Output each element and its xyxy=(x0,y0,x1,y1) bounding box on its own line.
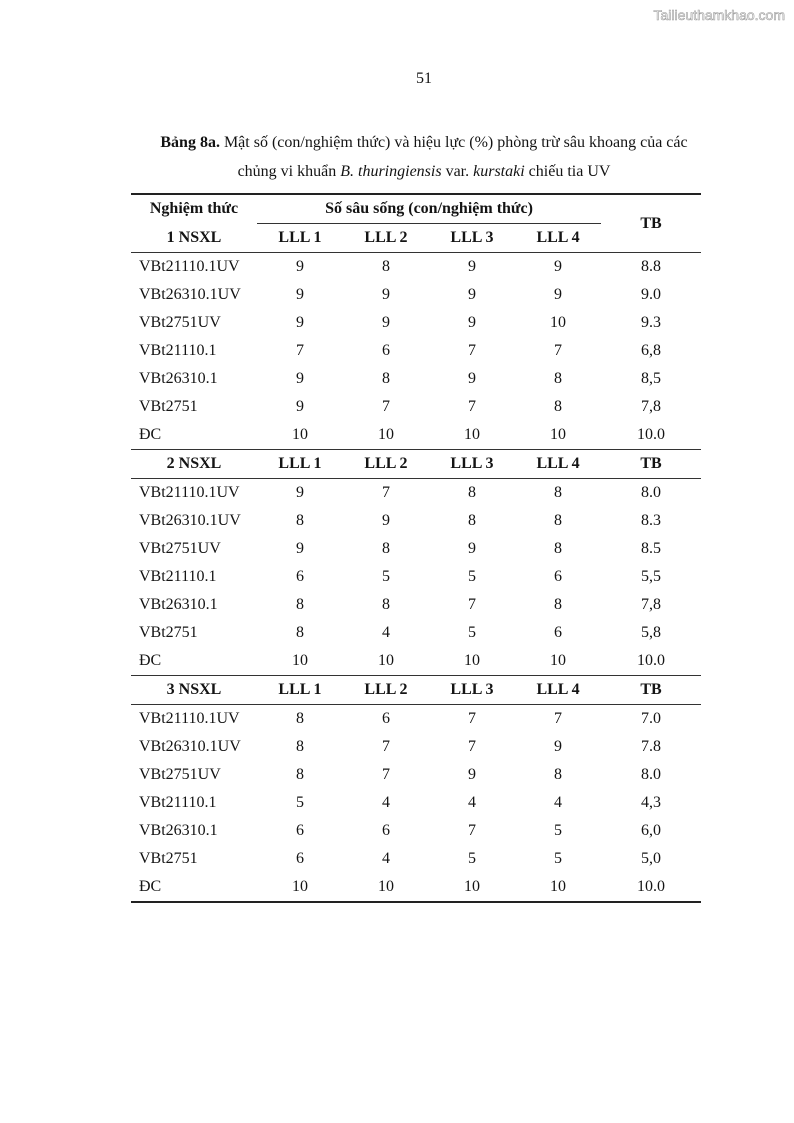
live-count: 8 xyxy=(554,512,563,529)
page-number: 51 xyxy=(416,70,432,87)
live-count: 10 xyxy=(378,878,394,895)
treatment-name: VBt26310.1 xyxy=(139,822,218,839)
table-row xyxy=(131,337,701,365)
live-count: 8 xyxy=(296,624,304,641)
live-count: 8 xyxy=(554,484,563,501)
average-value: 8.3 xyxy=(641,512,662,529)
live-count: 10 xyxy=(378,426,394,443)
live-count: 9 xyxy=(468,370,476,387)
live-count: 6 xyxy=(296,568,304,585)
table-row xyxy=(131,591,701,619)
treatment-name: VBt26310.1UV xyxy=(139,738,241,755)
treatment-name: VBt2751UV xyxy=(139,766,221,783)
live-count: 8 xyxy=(382,370,390,387)
treatment-name: ĐC xyxy=(139,426,162,443)
average-value: 9.3 xyxy=(641,314,662,331)
table-row xyxy=(131,761,701,789)
live-count: 6 xyxy=(382,710,390,727)
average-value: 8,5 xyxy=(641,370,662,387)
live-count: 10 xyxy=(550,878,567,895)
live-count: 10 xyxy=(550,314,567,331)
replicate-header: LLL 4 xyxy=(515,450,601,479)
survivors-group-header: Số sâu sống (con/nghiệm thức) xyxy=(257,194,601,224)
live-count: 9 xyxy=(382,286,390,303)
live-count: 5 xyxy=(468,568,476,585)
live-count: 10 xyxy=(550,426,567,443)
live-count: 9 xyxy=(296,370,304,387)
table-label: Bảng 8a. xyxy=(160,134,220,151)
average-value: 7.8 xyxy=(641,738,662,755)
live-count: 9 xyxy=(468,540,476,557)
caption-text: Mật số (con/nghiệm thức) và hiệu lực (%) phòng trừ sâu khoang của các xyxy=(223,134,688,151)
average-value: 8.0 xyxy=(641,484,662,501)
header-row xyxy=(131,194,701,224)
live-count: 8 xyxy=(468,484,476,501)
live-count: 9 xyxy=(468,286,476,303)
live-count: 9 xyxy=(382,512,390,529)
live-count: 8 xyxy=(382,258,390,275)
average-value: 5,0 xyxy=(641,850,662,867)
live-count: 7 xyxy=(296,342,304,359)
live-count: 6 xyxy=(554,568,563,585)
treatment-name: VBt21110.1UV xyxy=(139,710,240,727)
live-count: 9 xyxy=(554,258,563,275)
live-count: 6 xyxy=(382,342,390,359)
treatment-name: VBt21110.1UV xyxy=(139,258,240,275)
live-count: 4 xyxy=(554,794,563,811)
live-count: 7 xyxy=(382,398,390,415)
live-count: 6 xyxy=(296,822,304,839)
live-count: 9 xyxy=(296,314,304,331)
treatment-name: ĐC xyxy=(139,652,162,669)
live-count: 8 xyxy=(554,540,563,557)
replicate-header: LLL 2 xyxy=(343,676,429,705)
live-count: 9 xyxy=(554,738,563,755)
replicate-header: LLL 4 xyxy=(515,676,601,705)
live-count: 10 xyxy=(378,652,394,669)
table-row xyxy=(131,393,701,421)
table-row xyxy=(131,421,701,450)
table-row xyxy=(131,507,701,535)
live-count: 5 xyxy=(296,794,304,811)
live-count: 9 xyxy=(296,540,304,557)
group-header-row xyxy=(131,676,701,705)
live-count: 5 xyxy=(468,624,476,641)
replicate-header: LLL 4 xyxy=(515,224,601,253)
live-count: 9 xyxy=(296,484,304,501)
treatment-name: VBt2751 xyxy=(139,624,198,641)
table-header xyxy=(131,194,701,253)
group-label: 3 NSXL xyxy=(131,676,257,705)
live-count: 7 xyxy=(554,342,563,359)
live-count: 8 xyxy=(296,766,304,783)
table-row xyxy=(131,619,701,647)
live-count: 9 xyxy=(468,258,476,275)
table-row xyxy=(131,253,701,282)
live-count: 4 xyxy=(382,794,390,811)
live-count: 8 xyxy=(554,398,563,415)
average-value: 7.0 xyxy=(641,710,662,727)
live-count: 8 xyxy=(296,710,304,727)
live-count: 10 xyxy=(292,878,308,895)
live-count: 5 xyxy=(382,568,390,585)
live-count: 8 xyxy=(296,596,304,613)
table-row xyxy=(131,873,701,902)
group-label: 1 NSXL xyxy=(131,224,257,253)
live-count: 7 xyxy=(382,766,390,783)
replicate-header: LLL 1 xyxy=(257,224,343,253)
average-value: 9.0 xyxy=(641,286,662,303)
live-count: 4 xyxy=(468,794,476,811)
live-count: 8 xyxy=(554,596,563,613)
replicate-header: LLL 1 xyxy=(257,676,343,705)
replicate-header: LLL 3 xyxy=(429,676,515,705)
live-count: 7 xyxy=(468,596,476,613)
table-row xyxy=(131,789,701,817)
average-value: 6,0 xyxy=(641,822,662,839)
treatment-name: VBt2751 xyxy=(139,850,198,867)
treatment-name: VBt26310.1UV xyxy=(139,512,241,529)
replicate-header: LLL 3 xyxy=(429,450,515,479)
average-value: 8.0 xyxy=(641,766,662,783)
treatment-name: VBt26310.1UV xyxy=(139,286,241,303)
average-header: TB xyxy=(601,450,701,479)
live-count: 5 xyxy=(554,850,563,867)
average-value: 10.0 xyxy=(637,652,666,669)
results-table xyxy=(131,193,701,903)
table-row xyxy=(131,535,701,563)
live-count: 9 xyxy=(468,766,476,783)
species-name: B. thuringiensis xyxy=(340,163,442,180)
replicate-header: LLL 1 xyxy=(257,450,343,479)
average-column-header: TB xyxy=(601,194,701,253)
treatment-name: ĐC xyxy=(139,878,162,895)
table-row xyxy=(131,647,701,676)
group-header-row xyxy=(131,450,701,479)
live-count: 5 xyxy=(554,822,563,839)
live-count: 7 xyxy=(468,822,476,839)
live-count: 7 xyxy=(468,342,476,359)
live-count: 6 xyxy=(296,850,304,867)
variety-name: kurstaki xyxy=(473,163,525,180)
live-count: 9 xyxy=(296,258,304,275)
live-count: 6 xyxy=(554,624,563,641)
table-row xyxy=(131,563,701,591)
live-count: 9 xyxy=(468,314,476,331)
table-body xyxy=(131,253,701,903)
replicate-header: LLL 2 xyxy=(343,224,429,253)
average-value: 8.5 xyxy=(641,540,662,557)
average-value: 7,8 xyxy=(641,398,662,415)
live-count: 5 xyxy=(468,850,476,867)
live-count: 10 xyxy=(464,426,480,443)
live-count: 8 xyxy=(554,766,563,783)
live-count: 8 xyxy=(296,738,304,755)
treatment-name: VBt2751UV xyxy=(139,540,221,557)
live-count: 7 xyxy=(468,398,476,415)
treatment-name: VBt21110.1UV xyxy=(139,484,240,501)
average-value: 4,3 xyxy=(641,794,662,811)
live-count: 10 xyxy=(550,652,567,669)
live-count: 9 xyxy=(296,286,304,303)
live-count: 8 xyxy=(468,512,476,529)
live-count: 8 xyxy=(296,512,304,529)
table-row xyxy=(131,817,701,845)
live-count: 4 xyxy=(382,850,390,867)
live-count: 7 xyxy=(554,710,563,727)
live-count: 7 xyxy=(382,738,390,755)
average-value: 6,8 xyxy=(641,342,662,359)
live-count: 7 xyxy=(382,484,390,501)
live-count: 10 xyxy=(292,426,308,443)
table-row xyxy=(131,479,701,508)
table-row xyxy=(131,309,701,337)
live-count: 10 xyxy=(292,652,308,669)
replicate-header: LLL 3 xyxy=(429,224,515,253)
table-caption-line-2 xyxy=(64,163,784,181)
replicate-header: LLL 2 xyxy=(343,450,429,479)
average-value: 10.0 xyxy=(637,426,666,443)
live-count: 9 xyxy=(382,314,390,331)
live-count: 4 xyxy=(382,624,390,641)
live-count: 9 xyxy=(296,398,304,415)
average-header: TB xyxy=(601,676,701,705)
table-row xyxy=(131,281,701,309)
live-count: 6 xyxy=(382,822,390,839)
live-count: 8 xyxy=(554,370,563,387)
average-value: 7,8 xyxy=(641,596,662,613)
live-count: 7 xyxy=(468,738,476,755)
live-count: 10 xyxy=(464,878,480,895)
treatment-name: VBt26310.1 xyxy=(139,596,218,613)
live-count: 9 xyxy=(554,286,563,303)
average-value: 5,8 xyxy=(641,624,662,641)
table-caption-line-1 xyxy=(64,134,784,152)
table-row xyxy=(131,733,701,761)
table-row xyxy=(131,365,701,393)
live-count: 8 xyxy=(382,540,390,557)
average-value: 8.8 xyxy=(641,258,662,275)
live-count: 8 xyxy=(382,596,390,613)
caption-text-mid: var. xyxy=(445,163,470,180)
treatment-name: VBt2751UV xyxy=(139,314,221,331)
caption-text-end: chiếu tia UV xyxy=(528,163,611,180)
table-row xyxy=(131,845,701,873)
site-watermark: Tailieuthamkhao.com xyxy=(653,7,785,23)
average-value: 5,5 xyxy=(641,568,662,585)
table-row xyxy=(131,705,701,734)
treatment-name: VBt26310.1 xyxy=(139,370,218,387)
treatment-column-header: Nghiệm thức xyxy=(149,200,239,218)
average-value: 10.0 xyxy=(637,878,666,895)
treatment-name: VBt21110.1 xyxy=(139,794,217,811)
treatment-name: VBt2751 xyxy=(139,398,198,415)
live-count: 10 xyxy=(464,652,480,669)
treatment-name: VBt21110.1 xyxy=(139,568,217,585)
group-label: 2 NSXL xyxy=(131,450,257,479)
caption-text-start: chủng vi khuẩn xyxy=(237,163,337,180)
treatment-name: VBt21110.1 xyxy=(139,342,217,359)
live-count: 7 xyxy=(468,710,476,727)
